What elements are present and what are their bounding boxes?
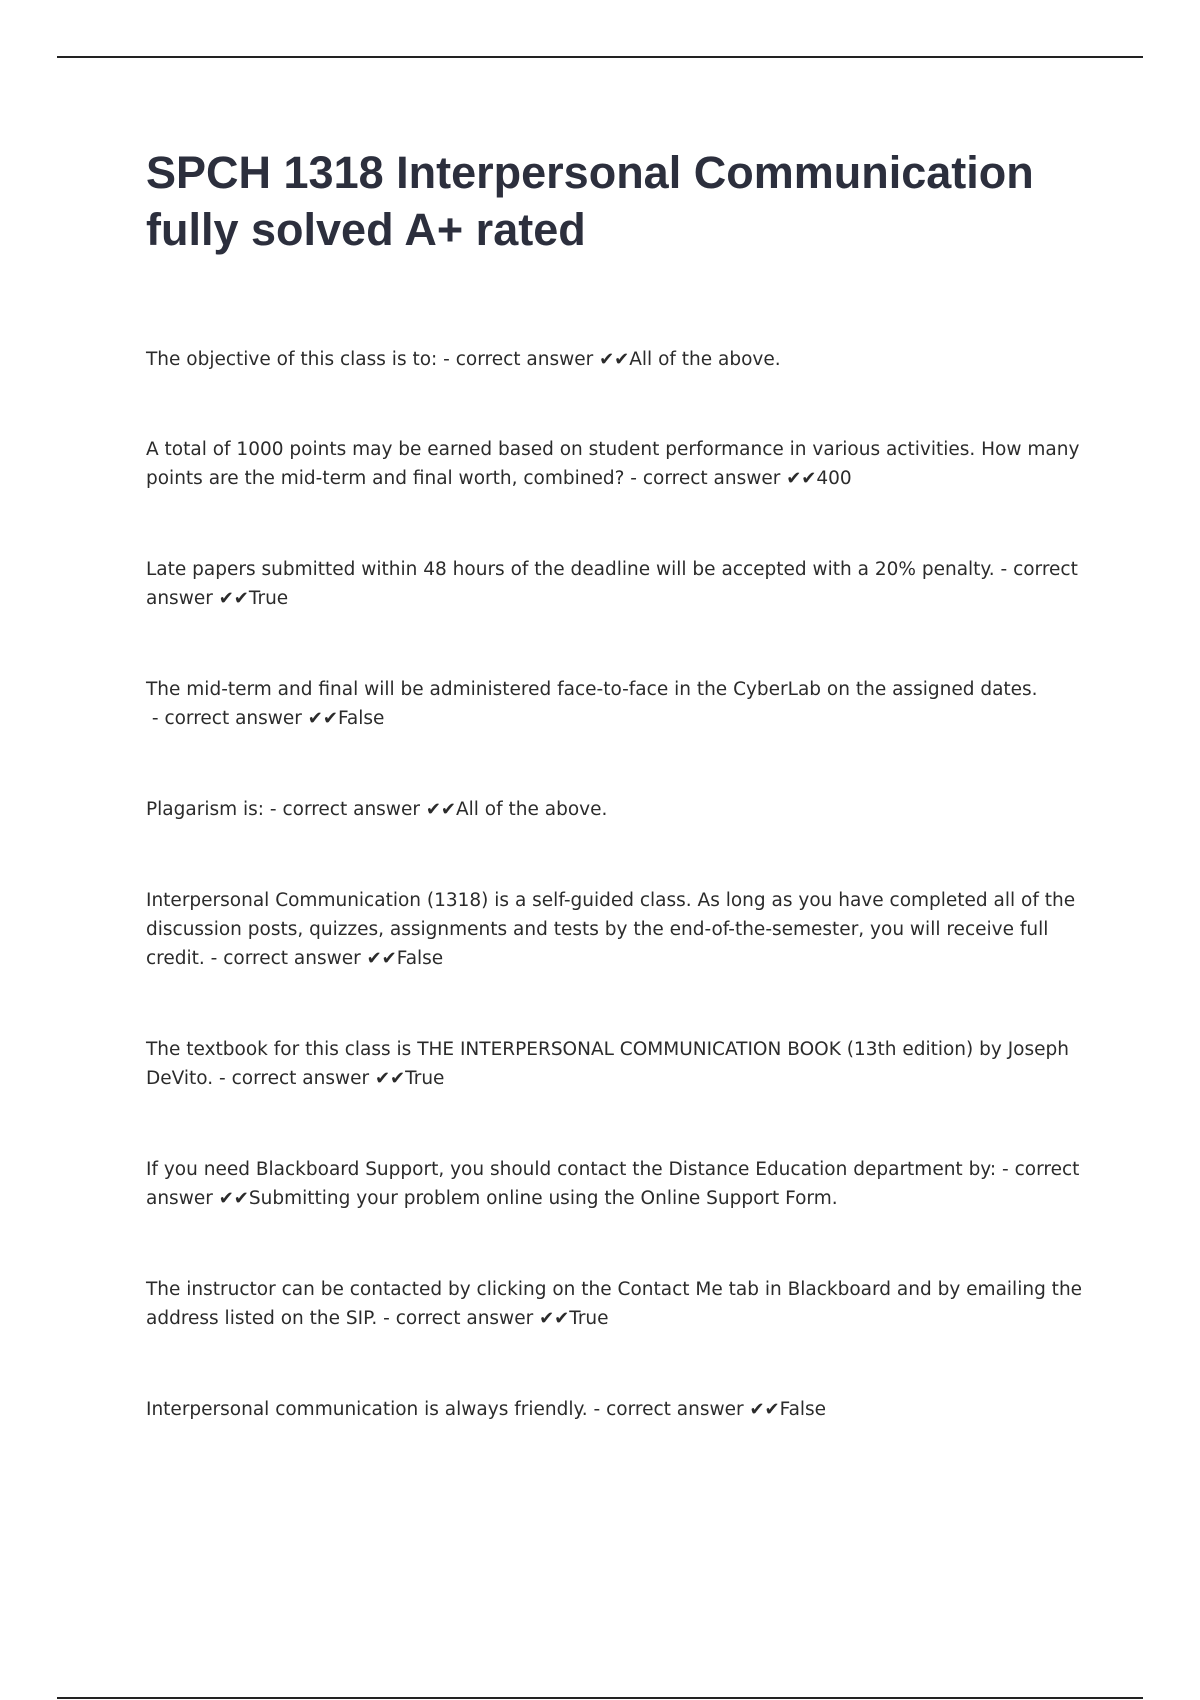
answer-prefix: correct answer [223,948,367,969]
answer-text: All of the above. [629,349,781,370]
question-text: The textbook for this class is THE INTERPERSONAL COMMUNICATION BOOK (13th edition) by Joseph DeVito. [146,1039,1069,1089]
answer-prefix: correct answer [146,559,1078,609]
answer-prefix: correct answer [146,1159,1080,1209]
qa-item [146,1155,1091,1213]
qa-item [146,555,1091,613]
check-icon: ✔✔ [218,588,249,609]
question-text: A total of 1000 points may be earned based on student performance in various activities. How many points are the mid-term and final worth, combined? [146,439,1080,489]
answer-prefix: correct answer [282,799,426,820]
question-text: The instructor can be contacted by clicking on the Contact Me tab in Blackboard and by emailing the address listed on the SIP. [146,1279,1083,1329]
answer-text: True [569,1308,609,1329]
qa-item [146,795,1091,824]
answer-text: 400 [816,468,852,489]
check-icon: ✔✔ [374,1068,406,1089]
qa-item [146,435,1091,493]
check-icon: ✔✔ [366,948,397,969]
qa-item [146,345,1091,374]
answer-text: True [248,588,289,609]
top-divider [57,56,1143,58]
answer-text: All of the above. [455,799,608,820]
separator: - [624,468,643,489]
separator: - [996,1159,1015,1180]
question-text: If you need Blackboard Support, you should contact the Distance Education department by: [146,1159,997,1180]
check-icon: ✔✔ [786,468,817,489]
question-text: The objective of this class is to: [146,349,438,370]
answer-text: True [405,1068,445,1089]
answer-prefix: correct answer [164,708,308,729]
bottom-divider [57,1697,1143,1699]
question-text: Interpersonal Communication (1318) is a self-guided class. As long as you have completed all of the discussion posts, quizzes, assignments and tests by the end-of-the-semester, you will receive full credit. [146,890,1076,969]
separator: - [213,1068,232,1089]
qa-item [146,886,1091,973]
qa-item [146,1395,1091,1424]
question-text: The mid-term and final will be administered face-to-face in the CyberLab on the assigned dates. [146,679,1038,700]
page-title: SPCH 1318 Interpersonal Communication fully solved A+ rated [146,147,1034,255]
separator: - [264,799,283,820]
answer-text: False [337,708,385,729]
qa-list [146,345,1091,1424]
separator: - [146,708,165,729]
check-icon: ✔✔ [307,708,338,729]
qa-item [146,1275,1091,1333]
question-text: Late papers submitted within 48 hours of the deadline will be accepted with a 20% penalty. [146,559,995,580]
separator: - [587,1399,607,1420]
separator: - [437,349,456,370]
answer-prefix: correct answer [455,349,600,370]
answer-prefix: correct answer [606,1399,750,1420]
check-icon: ✔✔ [218,1188,249,1209]
check-icon: ✔✔ [425,799,456,820]
separator: - [204,948,224,969]
question-text: Interpersonal communication is always friendly. [146,1399,588,1420]
check-icon: ✔✔ [539,1308,570,1329]
qa-item [146,1035,1091,1093]
answer-text: Submitting your problem online using the Online Support Form. [248,1188,838,1209]
answer-prefix: correct answer [395,1308,540,1329]
answer-prefix: correct answer [642,468,787,489]
check-icon: ✔✔ [749,1399,780,1420]
question-text: Plagarism is: [146,799,265,820]
answer-text: False [396,948,444,969]
answer-prefix: correct answer [231,1068,375,1089]
separator: - [377,1308,396,1329]
check-icon: ✔✔ [599,349,630,370]
separator: - [994,559,1014,580]
qa-item [146,675,1091,733]
answer-text: False [779,1399,827,1420]
